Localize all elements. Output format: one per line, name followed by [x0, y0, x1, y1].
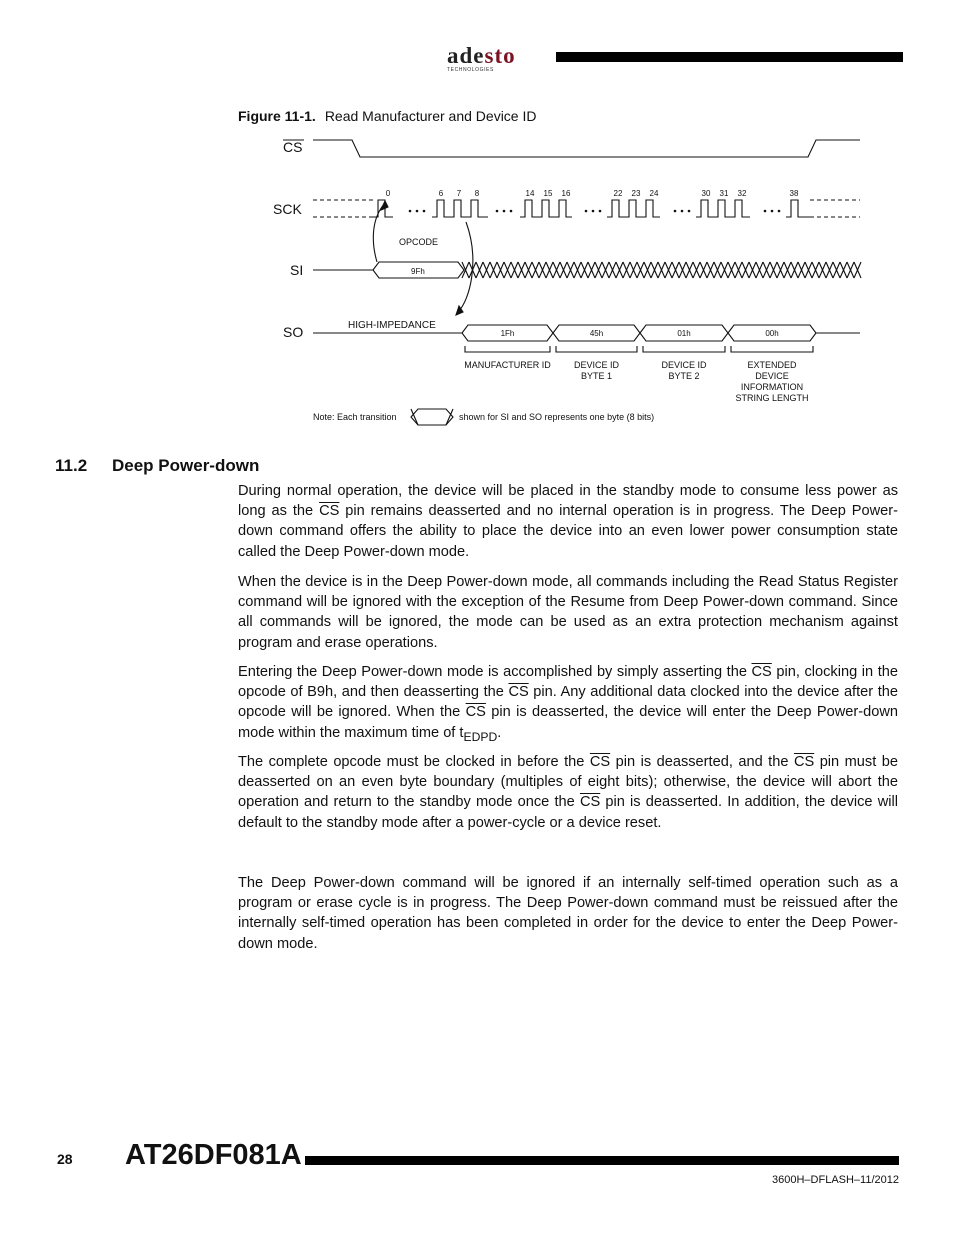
paragraph-4: The complete opcode must be clocked in before the $\overline{CS}$ pin is deasserted, and the $\overline{CS}$ pin must be deasserted on an even byte boundary (multiples of eight bits); otherwise, the device will abort the operation and return to the standby mode once the $\overline{CS}$ pin is deasserted. In addition, the device will default to the standby mode after a power-cycle or a device reset. [238, 754, 898, 831]
byte-label-3-line-0: EXTENDED [747, 360, 797, 370]
sck-ellipsis-dot [778, 210, 781, 213]
sck-pulse-burst-3 [607, 200, 660, 217]
clock-number-6: 6 [438, 189, 444, 198]
paragraph-3: Entering the Deep Power-down mode is accomplished by simply asserting the $\overline{CS}$ pin, clocking in the opcode of B9h, and then deasserting the $\overline{CS}$ pin. Any additional data clocked into the device after the opcode will be ignored. When the $\overline{CS}$ pin is deasserted, the device will enter the Deep Power-down mode within the maximum time of $t_{EDPD}$. [238, 664, 898, 744]
paragraph-5: The Deep Power-down command will be ignored if an internally self-timed operation such as a program or erase cycle is in progress. The Deep Power-down command must be reissued after the internally self-timed operation has been completed in order for the device to enter the Deep Power-down mode. [238, 875, 898, 952]
clock-number-16: 16 [561, 189, 571, 198]
byte-label-0-line-0: MANUFACTURER ID [464, 360, 551, 370]
clock-number-31: 31 [719, 189, 729, 198]
timing-subscript: EDPD [463, 729, 498, 744]
sck-ellipsis-dot [688, 210, 691, 213]
sck-ellipsis-dot [585, 210, 588, 213]
document-code: 3600H–DFLASH–11/2012 [772, 1174, 899, 1186]
byte-label-3-line-3: STRING LENGTH [735, 393, 809, 403]
figure-label: Figure 11-1. [238, 108, 316, 124]
sck-ellipsis-dot [416, 210, 419, 213]
byte-bracket-0 [465, 346, 550, 352]
opcode-arrow-curve [373, 203, 385, 262]
note-symbol-cross-b [446, 409, 453, 425]
timing-diagram [0, 0, 954, 440]
byte-bracket-2 [643, 346, 725, 352]
byte-labels [464, 360, 808, 403]
paragraph-1: During normal operation, the device will be placed in the standby mode to consume less power as long as the $\overline{CS}$ pin remains deasserted and no internal operation is in progress. The Deep Power-down command offers the ability to place the device into an even lower power consumption state called the Deep Power-down mode. [238, 483, 898, 560]
logo-subtitle: TECHNOLOGIES [447, 67, 494, 73]
sck-ellipsis-dot [771, 210, 774, 213]
clock-number-32: 32 [737, 189, 747, 198]
so-byte-value-0: 1Fh [500, 329, 515, 338]
note-prefix: Note: Each transition [313, 412, 397, 422]
clock-number-group [386, 189, 799, 198]
byte-label-3-line-1: DEVICE [755, 371, 789, 381]
sck-ellipsis-dot [681, 210, 684, 213]
sck-ellipsis-dot [423, 210, 426, 213]
so-byte-value-3: 00h [765, 329, 779, 338]
sck-ellipsis-dot [409, 210, 412, 213]
byte-label-1-line-0: DEVICE ID [573, 360, 620, 370]
byte-brackets-group [465, 346, 813, 352]
sck-ellipsis-dot [599, 210, 602, 213]
section-title: Deep Power-down [112, 456, 260, 475]
byte-label-3-line-2: INFORMATION [740, 382, 804, 392]
note-symbol-cross-a [411, 409, 418, 425]
cs-signal: $\overline{CS}$ [465, 704, 486, 721]
cs-signal: $\overline{CS}$ [579, 794, 601, 811]
note-suffix: shown for SI and SO represents one byte (8 bits) [459, 412, 655, 422]
sck-pulse-burst-2 [520, 200, 572, 217]
opcode-label: OPCODE [399, 237, 439, 247]
sck-ellipsis-dot [496, 210, 499, 213]
clock-number-8: 8 [474, 189, 480, 198]
section-heading [55, 456, 259, 476]
sck-ellipsis-dot [592, 210, 595, 213]
byte-bracket-1 [556, 346, 637, 352]
clock-number-30: 30 [701, 189, 711, 198]
sck-ellipsis-dot [674, 210, 677, 213]
clock-number-22: 22 [613, 189, 623, 198]
opcode-arrow-head [381, 201, 388, 210]
so-byte-value-1: 45h [589, 329, 604, 338]
clock-number-24: 24 [649, 189, 659, 198]
cs-signal: $\overline{CS}$ [751, 664, 772, 680]
section-number: 11.2 [55, 456, 88, 475]
sck-pulse-burst-1 [432, 200, 488, 217]
signal-label-si: SI [290, 262, 304, 278]
opcode-value: 9Fh [411, 267, 425, 276]
paragraph-2: When the device is in the Deep Power-down mode, all commands including the Read Status Register command will be ignored with the exception of the Resume from Deep Power-down command. Since all commands will be ignored, the mode can be used as an extra protection mechanism against program and erase operations. [238, 574, 898, 651]
sck-ellipsis-dot [503, 210, 506, 213]
cs-signal: $\overline{CS}$ [589, 754, 611, 770]
so-bytes-group [462, 325, 816, 341]
page-number: 28 [57, 1151, 73, 1167]
clock-number-0: 0 [385, 189, 391, 198]
sck-pulse-burst-5 [786, 200, 810, 217]
signal-label-sck: SCK [273, 201, 302, 217]
signal-label-so: SO [283, 324, 304, 340]
sck-ellipsis-dot [510, 210, 513, 213]
footer-rule [305, 1156, 899, 1165]
clock-number-38: 38 [789, 189, 799, 198]
sck-pulses-group [373, 200, 810, 217]
cs-signal: $\overline{CS}$ [793, 754, 815, 770]
clock-number-7: 7 [456, 189, 462, 198]
cs-waveform [313, 140, 860, 157]
clock-number-15: 15 [543, 189, 553, 198]
cs-signal: $\overline{CS}$ [319, 503, 340, 520]
byte-bracket-3 [731, 346, 813, 352]
si-dont-care-group [462, 262, 861, 278]
sck-pulse-burst-4 [696, 200, 750, 217]
high-impedance-label: HIGH-IMPEDANCE [348, 320, 436, 331]
so-byte-value-2: 01h [677, 329, 691, 338]
byte-label-2-line-1: BYTE 2 [668, 371, 700, 381]
byte-label-1-line-1: BYTE 1 [580, 371, 613, 381]
sck-ellipsis-dot [764, 210, 767, 213]
clock-number-14: 14 [525, 189, 535, 198]
figure-title: Read Manufacturer and Device ID [324, 108, 537, 124]
byte-label-2-line-0: DEVICE ID [661, 360, 707, 370]
part-number: AT26DF081A [125, 1139, 302, 1171]
cs-signal: $\overline{CS}$ [508, 684, 529, 701]
signal-label-cs: CS [283, 139, 303, 155]
logo-wordmark: adesto [447, 43, 516, 68]
clock-number-23: 23 [631, 189, 641, 198]
